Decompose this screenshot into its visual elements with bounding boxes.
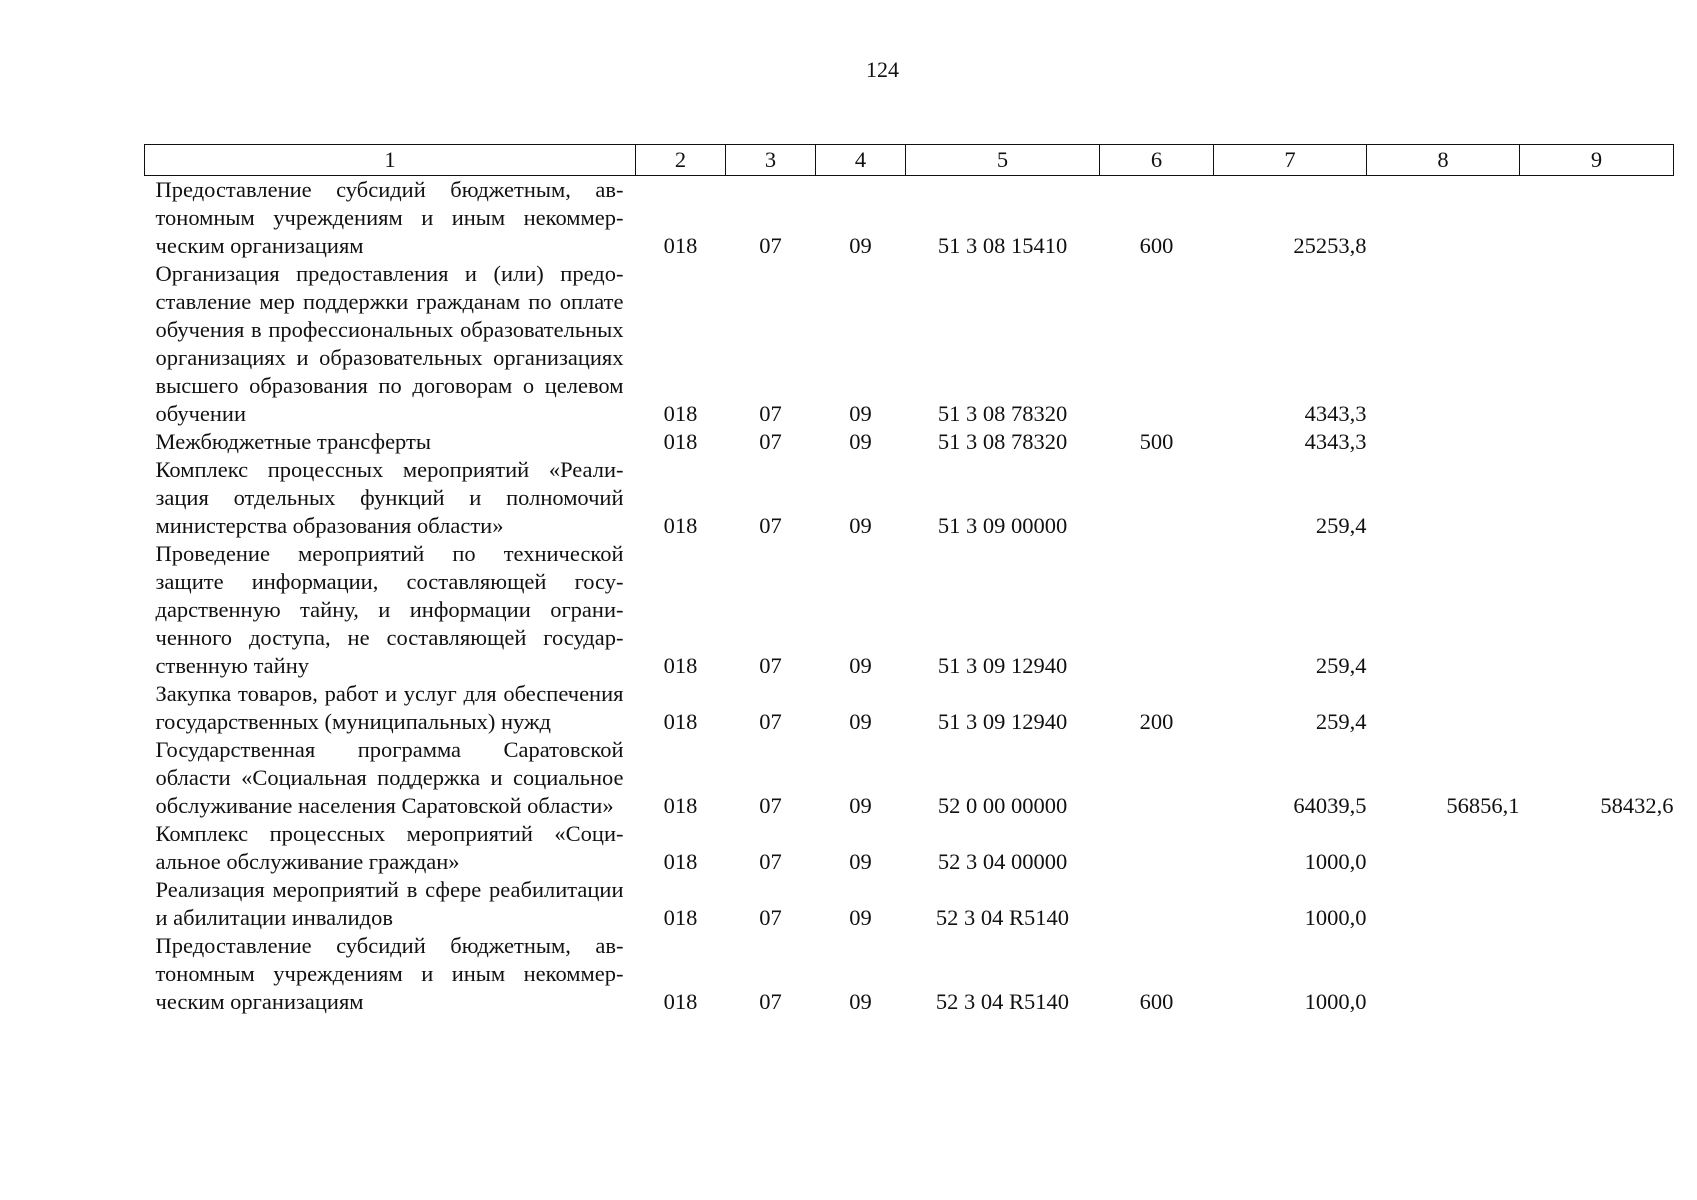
row-name: Комплекс процессных мероприятий «Реализация отдельных функций и полномочий министерства образования области»	[155, 457, 624, 538]
row-amount-col9	[1520, 176, 1674, 261]
header-col-8: 8	[1367, 145, 1520, 176]
row-ministry-code: 018	[663, 233, 698, 258]
row-expense-type	[1100, 260, 1214, 428]
row-section: 07	[759, 989, 782, 1014]
table-row	[145, 456, 1674, 540]
row-amount-col7: 259,4	[1315, 709, 1367, 734]
row-target-article: 52 3 04 R5140	[935, 989, 1070, 1014]
row-amount-col8	[1367, 540, 1520, 680]
row-amount-col8	[1367, 820, 1520, 876]
row-amount-col7: 4343,3	[1304, 401, 1367, 426]
budget-table	[144, 144, 1674, 1016]
row-expense-type: 600	[1139, 989, 1174, 1014]
row-name: Реализация мероприятий в сфере реабилитации и абилитации инвалидов	[155, 877, 624, 930]
row-ministry-code: 018	[663, 401, 698, 426]
row-target-article: 51 3 08 15410	[937, 233, 1068, 258]
header-col-2: 2	[636, 145, 726, 176]
row-ministry-code: 018	[663, 513, 698, 538]
row-amount-col8	[1367, 876, 1520, 932]
row-name: Предоставление субсидий бюджетным, автономным учреждениям и иным некоммерческим организациям	[155, 177, 624, 258]
row-subsection: 09	[849, 233, 872, 258]
row-amount-col7: 259,4	[1315, 513, 1367, 538]
row-subsection: 09	[849, 401, 872, 426]
row-subsection: 09	[849, 513, 872, 538]
row-amount-col8	[1367, 456, 1520, 540]
row-section: 07	[759, 429, 782, 454]
row-expense-type	[1100, 876, 1214, 932]
header-col-5: 5	[906, 145, 1100, 176]
row-target-article: 51 3 08 78320	[937, 401, 1068, 426]
row-name: Межбюджетные трансферты	[155, 429, 431, 454]
row-subsection: 09	[849, 905, 872, 930]
row-target-article: 51 3 09 12940	[937, 709, 1068, 734]
row-subsection: 09	[849, 989, 872, 1014]
row-expense-type	[1100, 820, 1214, 876]
row-amount-col8	[1367, 176, 1520, 261]
row-amount-col7: 4343,3	[1304, 429, 1367, 454]
row-section: 07	[759, 849, 782, 874]
row-expense-type	[1100, 456, 1214, 540]
row-target-article: 52 3 04 R5140	[935, 905, 1070, 930]
row-expense-type	[1100, 736, 1214, 820]
row-section: 07	[759, 653, 782, 678]
row-amount-col8	[1367, 680, 1520, 736]
row-amount-col8	[1367, 428, 1520, 456]
row-amount-col9: 58432,6	[1600, 793, 1674, 818]
row-amount-col7: 1000,0	[1304, 849, 1367, 874]
row-ministry-code: 018	[663, 653, 698, 678]
row-amount-col9	[1520, 428, 1674, 456]
row-ministry-code: 018	[663, 905, 698, 930]
header-col-4: 4	[816, 145, 906, 176]
row-subsection: 09	[849, 653, 872, 678]
row-subsection: 09	[849, 849, 872, 874]
row-section: 07	[759, 513, 782, 538]
header-col-3: 3	[726, 145, 816, 176]
row-section: 07	[759, 233, 782, 258]
row-amount-col8	[1367, 932, 1520, 1016]
header-col-7: 7	[1214, 145, 1367, 176]
row-name: Организация предоставления и (или) предоставление мер поддержки гражданам по оплате обучения в профессиональных образовательных организациях и образовательных организациях высшего образования по договорам о целевом обучении	[155, 261, 624, 426]
table-row	[145, 820, 1674, 876]
table-header-row	[145, 145, 1674, 176]
row-amount-col7: 1000,0	[1304, 989, 1367, 1014]
row-ministry-code: 018	[663, 429, 698, 454]
row-target-article: 52 3 04 00000	[937, 849, 1068, 874]
row-amount-col9	[1520, 876, 1674, 932]
page-number: 124	[866, 57, 899, 82]
row-target-article: 52 0 00 00000	[937, 793, 1068, 818]
row-name: Комплекс процессных мероприятий «Социальное обслуживание граждан»	[155, 821, 624, 874]
row-section: 07	[759, 709, 782, 734]
row-ministry-code: 018	[663, 709, 698, 734]
row-subsection: 09	[849, 429, 872, 454]
row-amount-col7: 1000,0	[1304, 905, 1367, 930]
row-amount-col8	[1367, 260, 1520, 428]
row-amount-col9	[1520, 540, 1674, 680]
row-amount-col9	[1520, 456, 1674, 540]
row-amount-col9	[1520, 260, 1674, 428]
row-name: Закупка товаров, работ и услуг для обеспечения государственных (муниципальных) нужд	[155, 681, 624, 734]
row-target-article: 51 3 09 12940	[937, 653, 1068, 678]
row-amount-col7: 25253,8	[1293, 233, 1367, 258]
header-col-1: 1	[145, 145, 636, 176]
row-target-article: 51 3 09 00000	[937, 513, 1068, 538]
row-amount-col7: 259,4	[1315, 653, 1367, 678]
row-name: Государственная программа Саратовской области «Социальная поддержка и социальное обслуживание населения Саратовской области»	[155, 737, 624, 818]
row-expense-type: 500	[1139, 429, 1174, 454]
row-amount-col9	[1520, 932, 1674, 1016]
row-ministry-code: 018	[663, 989, 698, 1014]
row-expense-type: 600	[1139, 233, 1174, 258]
row-name: Проведение мероприятий по технической защите информации, составляющей государственную тайну, и информации ограниченного доступа, не составляющей государственную тайну	[155, 541, 624, 678]
table-row	[145, 428, 1674, 456]
table-row	[145, 176, 1674, 261]
row-subsection: 09	[849, 793, 872, 818]
row-amount-col7: 64039,5	[1293, 793, 1367, 818]
header-col-6: 6	[1100, 145, 1214, 176]
row-section: 07	[759, 905, 782, 930]
row-expense-type: 200	[1139, 709, 1174, 734]
table-row	[145, 932, 1674, 1016]
row-target-article: 51 3 08 78320	[937, 429, 1068, 454]
table-row	[145, 260, 1674, 428]
row-section: 07	[759, 401, 782, 426]
row-amount-col9	[1520, 680, 1674, 736]
table-row	[145, 680, 1674, 736]
table-row	[145, 540, 1674, 680]
row-amount-col8: 56856,1	[1446, 793, 1520, 818]
row-subsection: 09	[849, 709, 872, 734]
row-ministry-code: 018	[663, 793, 698, 818]
row-name: Предоставление субсидий бюджетным, автономным учреждениям и иным некоммерческим организациям	[155, 933, 624, 1014]
row-expense-type	[1100, 540, 1214, 680]
row-ministry-code: 018	[663, 849, 698, 874]
table-row	[145, 736, 1674, 820]
header-col-9: 9	[1520, 145, 1674, 176]
row-amount-col9	[1520, 820, 1674, 876]
row-section: 07	[759, 793, 782, 818]
table-row	[145, 876, 1674, 932]
